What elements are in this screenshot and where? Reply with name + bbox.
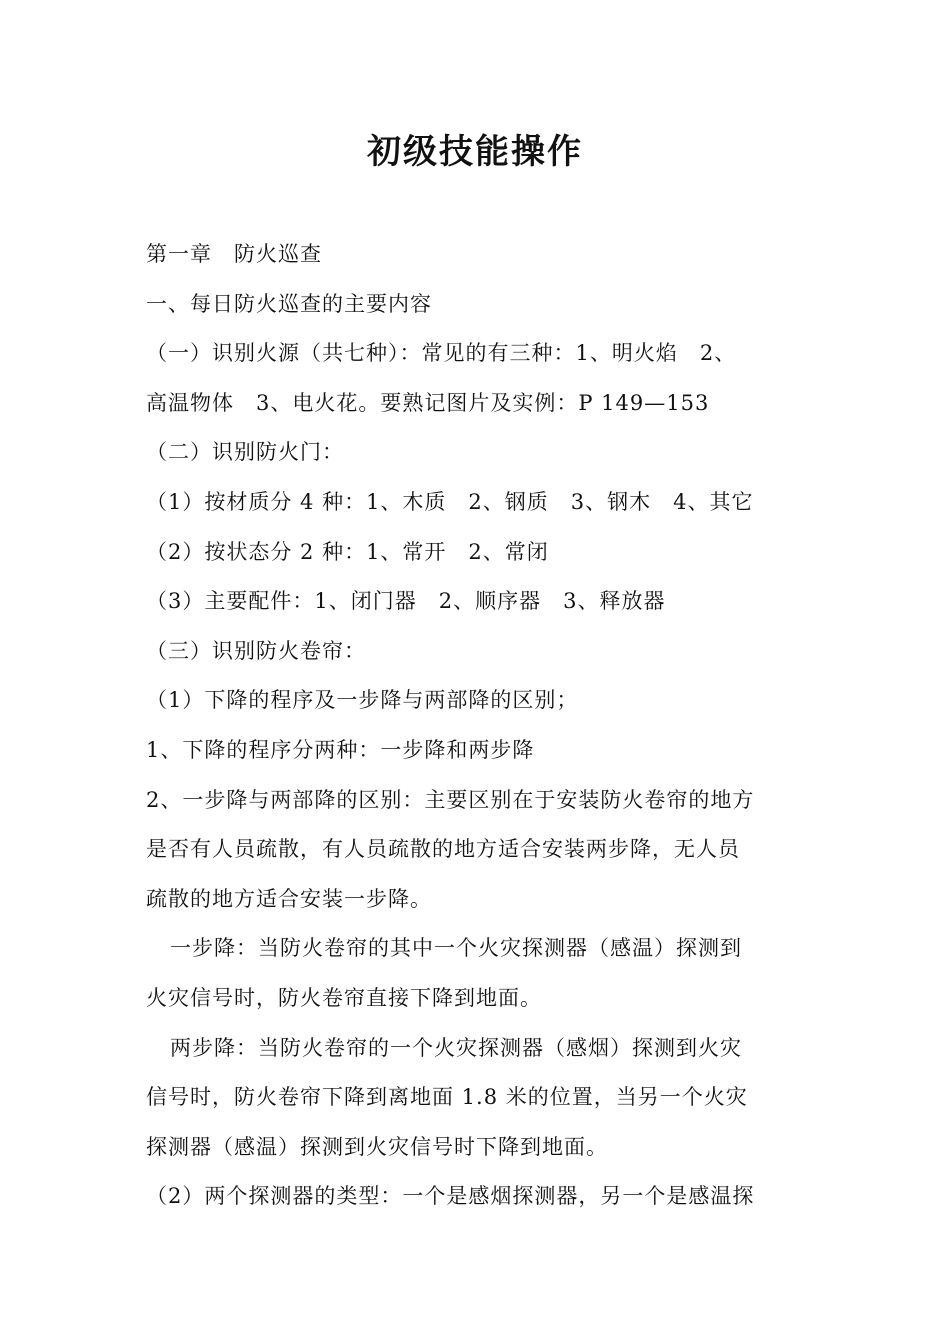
text-line: 1、下降的程序分两种：一步降和两步降 xyxy=(146,737,535,762)
text-line: 信号时，防火卷帘下降到离地面 1.8 米的位置，当另一个火灾 xyxy=(146,1085,748,1110)
text-line: （1）下降的程序及一步降与两部降的区别； xyxy=(146,688,579,713)
text-line: 火灾信号时，防火卷帘直接下降到地面。 xyxy=(146,985,542,1010)
text-line: （二）识别防火门： xyxy=(146,440,344,465)
document-title: 初级技能操作 xyxy=(367,132,583,172)
text-line: 一、每日防火巡查的主要内容 xyxy=(146,291,432,316)
text-line: 疏散的地方适合安装一步降。 xyxy=(146,886,432,911)
text-line: 第一章 防火巡查 xyxy=(146,242,322,266)
text-line: 是否有人员疏散，有人员疏散的地方适合安装两步降，无人员 xyxy=(146,837,740,862)
text-line: （2）两个探测器的类型：一个是感烟探测器，另一个是感温探 xyxy=(146,1184,755,1209)
text-line: （1）按材质分 4 种：1、木质 2、钢质 3、钢木 4、其它 xyxy=(146,489,754,514)
text-line: 一步降：当防火卷帘的其中一个火灾探测器（感温）探测到 xyxy=(170,936,742,961)
text-line: （2）按状态分 2 种：1、常开 2、常闭 xyxy=(146,539,549,564)
text-line: 两步降：当防火卷帘的一个火灾探测器（感烟）探测到火灾 xyxy=(170,1035,742,1060)
text-line: 2、一步降与两部降的区别：主要区别在于安装防火卷帘的地方 xyxy=(146,787,755,812)
text-line: （3）主要配件：1、闭门器 2、顺序器 3、释放器 xyxy=(146,589,666,614)
text-line: （三）识别防火卷帘： xyxy=(146,638,366,663)
text-line: 高温物体 3、电火花。要熟记图片及实例：P 149—153 xyxy=(146,390,710,415)
text-line: 探测器（感温）探测到火灾信号时下降到地面。 xyxy=(146,1134,608,1159)
text-line: （一）识别火源（共七种）：常见的有三种：1、明火焰 2、 xyxy=(146,341,737,366)
document-body xyxy=(146,230,808,1222)
